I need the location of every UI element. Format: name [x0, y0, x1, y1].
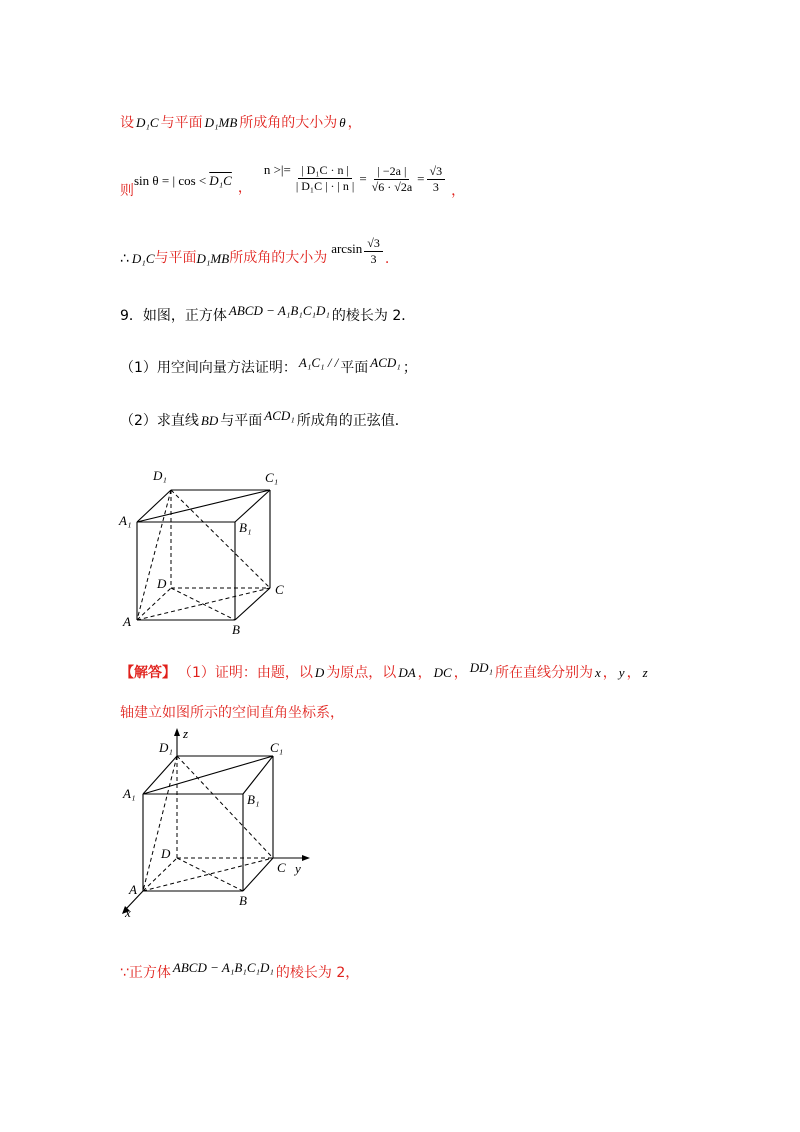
- label-a1: A₁: [123, 786, 136, 801]
- math-theta: θ: [339, 115, 346, 130]
- text: 所在直线分别为: [495, 665, 594, 681]
- text: ，: [237, 180, 252, 196]
- text: ∵正方体: [120, 965, 171, 981]
- label-b: B: [232, 622, 240, 637]
- label-c1: C₁: [270, 740, 284, 755]
- text: （2）求直线: [120, 413, 199, 429]
- label-c: C: [277, 860, 286, 875]
- text: 9．如图，正方体: [120, 308, 227, 324]
- label-d: D: [157, 576, 167, 591]
- math-bd: BD: [200, 413, 219, 428]
- math-arcsin: arcsin: [331, 241, 363, 256]
- math-z: z: [642, 665, 648, 680]
- label-d: D: [161, 846, 171, 861]
- text: 则: [120, 183, 134, 199]
- math-n: n >|=: [263, 162, 291, 177]
- text: 的棱长为 2．: [331, 308, 416, 324]
- answer-line-3: [120, 962, 359, 982]
- label-b1: B₁: [239, 520, 252, 535]
- text: 与平面: [160, 115, 203, 131]
- text: （1）用空间向量方法证明：: [120, 360, 297, 376]
- answer-line-1: [120, 662, 648, 682]
- axis-y-label: y: [295, 861, 301, 876]
- text: 与平面: [154, 250, 197, 266]
- math-a1c1: A₁C₁ / /: [298, 355, 339, 370]
- question-9: [120, 305, 415, 325]
- therefore: ∴: [120, 251, 129, 267]
- text: ，: [602, 665, 617, 681]
- label-b1: B₁: [247, 792, 260, 807]
- text: ，: [347, 115, 362, 131]
- solution-line-3: [120, 236, 389, 267]
- math-dd1: DD₁: [469, 660, 494, 675]
- answer-line-2: [120, 702, 344, 722]
- solution-line-1: [120, 112, 362, 132]
- math-plane: D₁MB: [204, 115, 238, 130]
- text: .: [384, 251, 390, 267]
- denominator: 3: [370, 252, 377, 266]
- math-d1c: D₁C: [131, 251, 155, 266]
- math-cube: ABCD − A₁B₁C₁D₁: [172, 960, 274, 975]
- denominator: | D₁C | · | n |: [295, 178, 355, 193]
- label-b: B: [239, 893, 247, 908]
- denominator: √6 · √2a: [371, 179, 413, 194]
- text: 轴建立如图所示的空间直角坐标系，: [120, 705, 344, 721]
- fraction-1: [293, 163, 357, 194]
- math-acd1: ACD₁: [264, 408, 295, 423]
- numerator: | D₁C · n |: [298, 163, 352, 179]
- text: 的棱长为 2，: [275, 965, 360, 981]
- math-plane: D₁MB: [196, 251, 230, 266]
- coordinate-cube-figure: [115, 726, 325, 921]
- text: 所成角的大小为: [239, 115, 338, 131]
- text: 设: [120, 115, 134, 131]
- text: ，: [417, 665, 432, 681]
- text: （1）证明：由题，以: [178, 665, 313, 681]
- math-da: DA: [398, 665, 416, 680]
- text: ，: [453, 665, 468, 681]
- equals: =: [359, 171, 367, 186]
- numerator: √3: [427, 164, 446, 180]
- text: 与平面: [220, 413, 263, 429]
- fraction-2: [369, 164, 416, 195]
- fraction-arcsin: [364, 236, 383, 267]
- equals: =: [417, 171, 425, 186]
- question-9-part-2: [120, 410, 409, 430]
- answer-tag: 【解答】: [120, 665, 176, 681]
- text: ；: [402, 360, 417, 376]
- text: ，: [451, 183, 466, 199]
- text: ，: [626, 665, 641, 681]
- math-d: D: [314, 665, 325, 680]
- label-a: A: [129, 882, 137, 897]
- label-c1: C₁: [265, 470, 279, 485]
- fraction-3: [427, 164, 446, 195]
- math-y: y: [618, 665, 625, 680]
- text: 所成角的大小为: [229, 250, 328, 266]
- numerator: √3: [364, 236, 383, 252]
- math-acd1: ACD₁: [370, 355, 401, 370]
- text: 平面: [340, 360, 369, 376]
- label-a: A: [123, 614, 131, 629]
- cube-figure-1: [115, 462, 300, 637]
- math-d1c: D₁C: [136, 115, 159, 130]
- denominator: 3: [432, 179, 439, 194]
- axis-z-label: z: [183, 726, 189, 741]
- label-a1: A₁: [119, 513, 132, 528]
- math-cube: ABCD − A₁B₁C₁D₁: [228, 303, 330, 318]
- label-d1: D₁: [159, 740, 173, 755]
- axis-x-label: x: [125, 905, 131, 920]
- math-x: x: [595, 665, 601, 680]
- math-sin: sin θ = | cos <: [134, 173, 207, 188]
- text: 所成角的正弦值．: [296, 413, 409, 429]
- numerator: | −2a |: [374, 164, 409, 180]
- math-dc: DC: [433, 665, 452, 680]
- question-9-part-1: [120, 357, 417, 377]
- label-c: C: [275, 582, 284, 597]
- solution-line-2: [120, 158, 465, 200]
- math-vector: D₁C: [209, 173, 232, 188]
- label-d1: D₁: [153, 468, 167, 483]
- text: 为原点，以: [326, 665, 397, 681]
